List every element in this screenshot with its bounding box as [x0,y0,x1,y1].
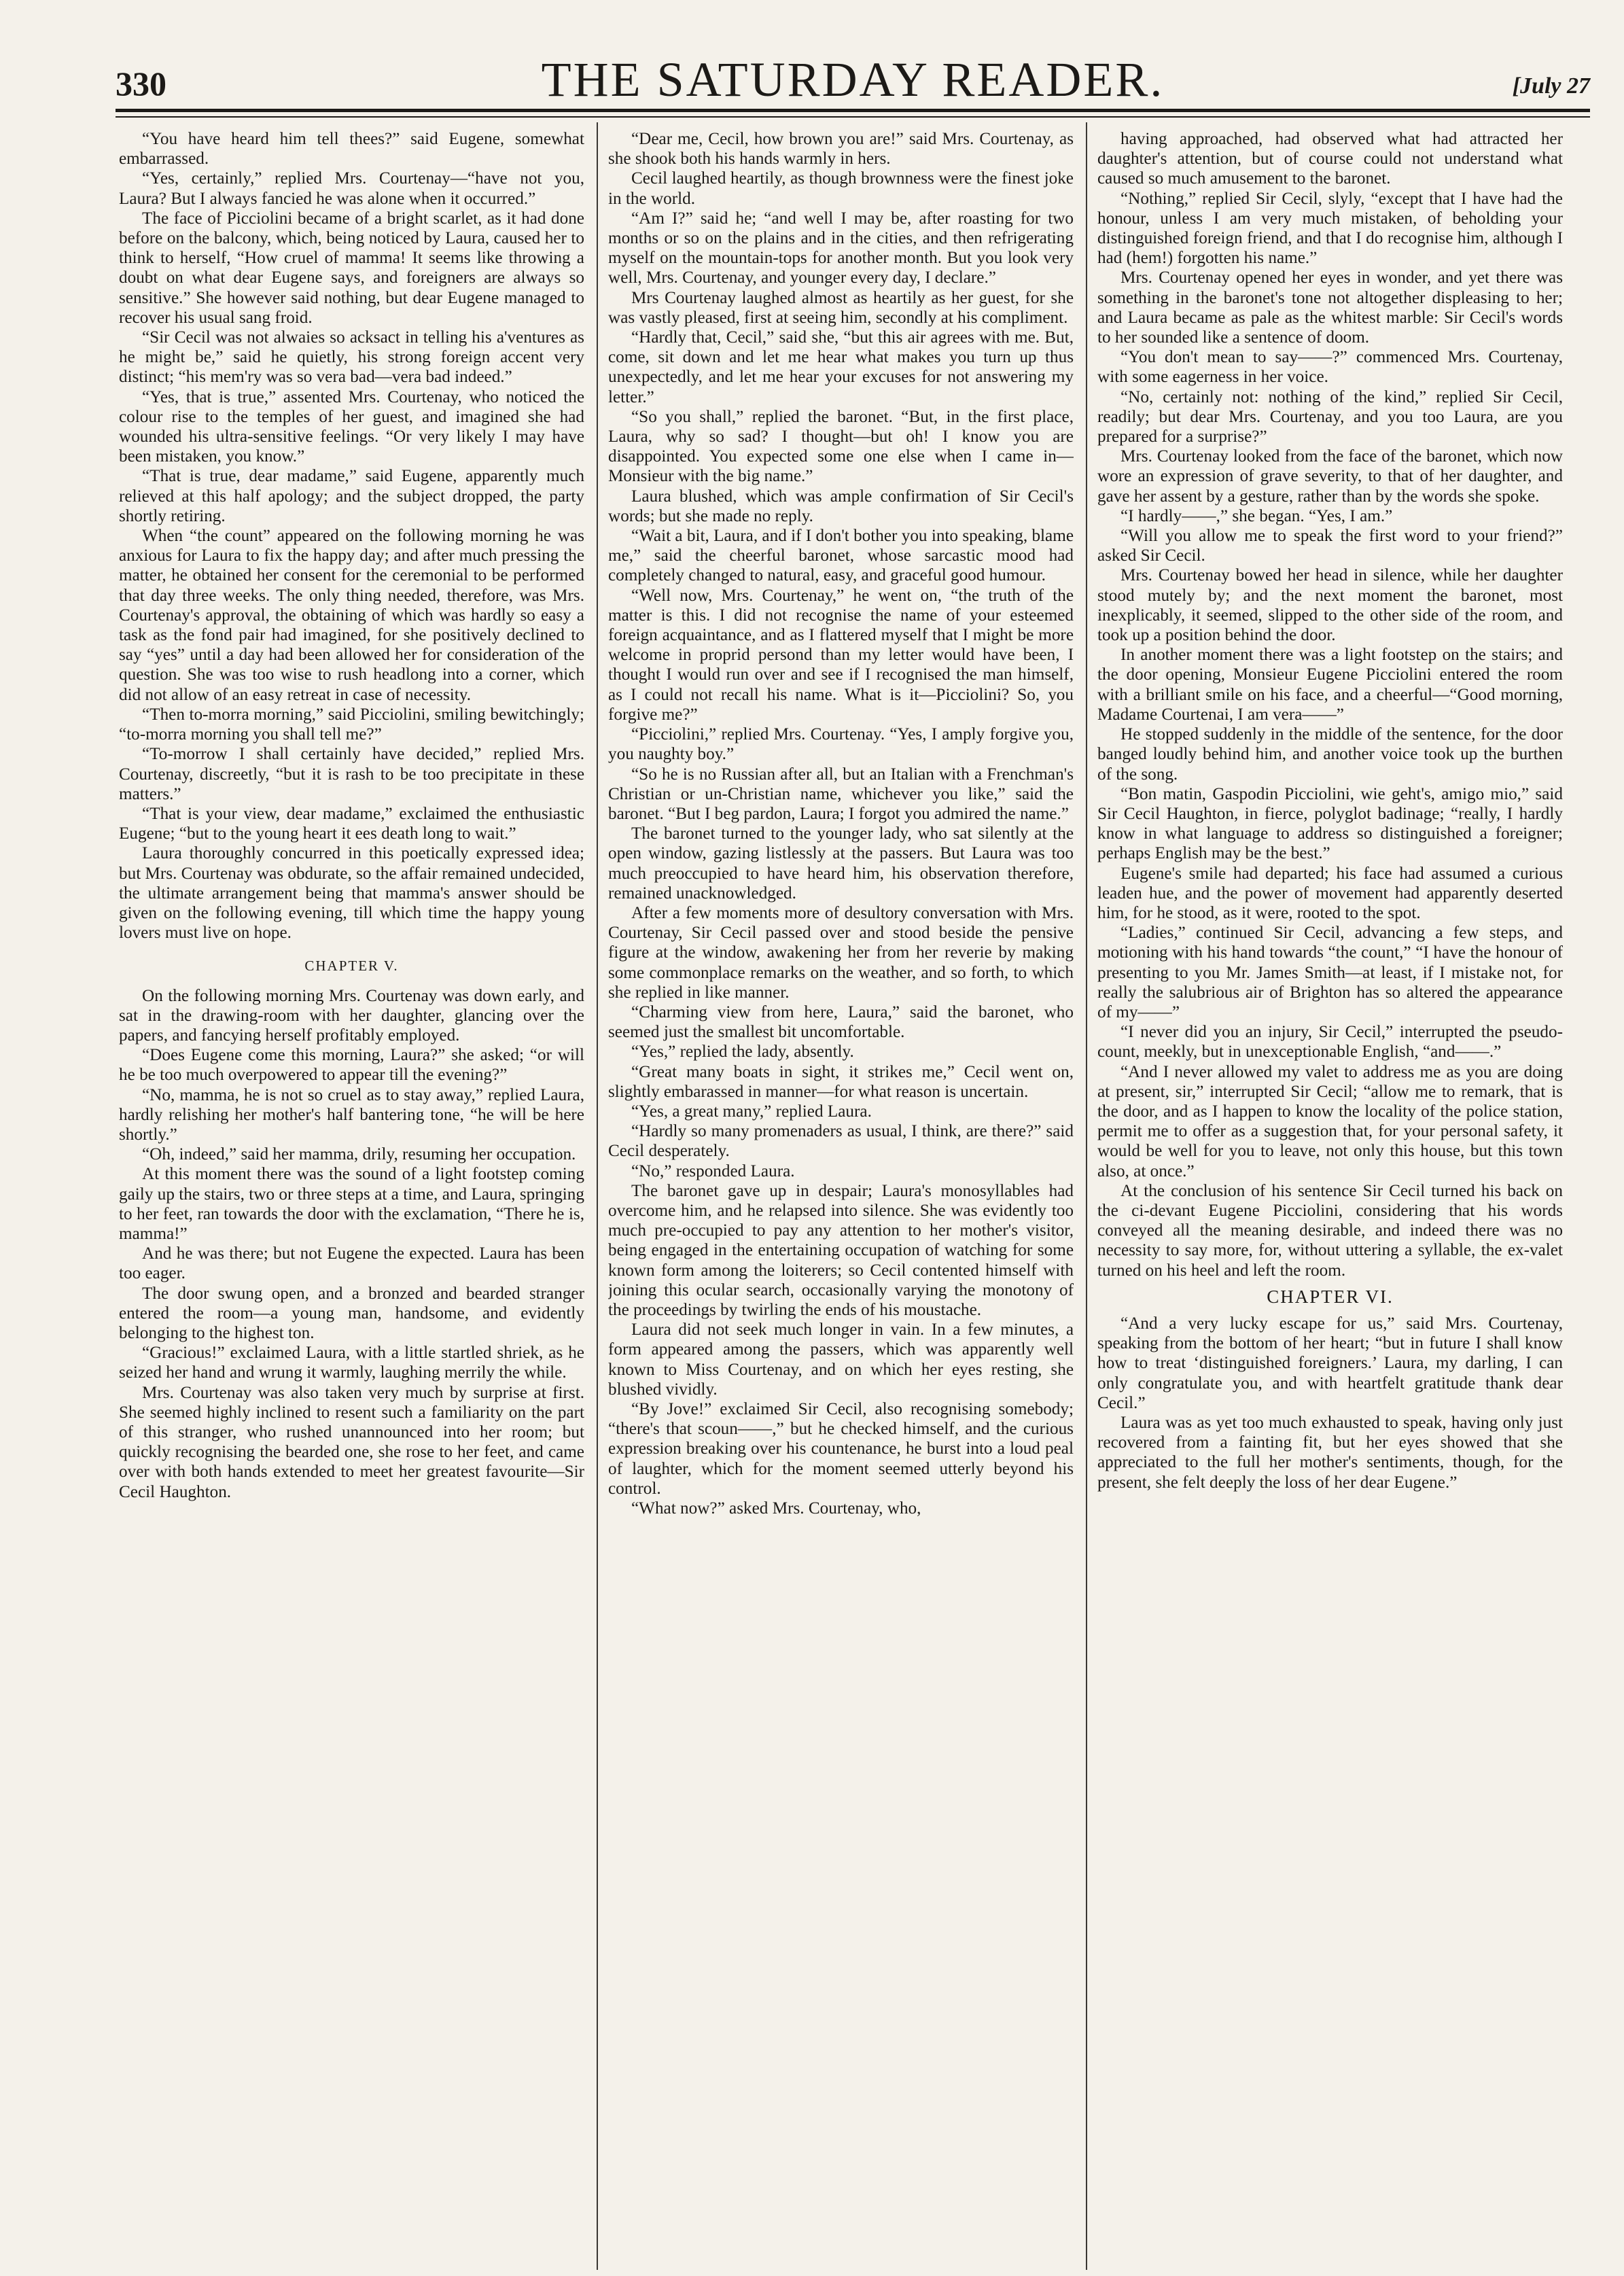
paragraph: Mrs. Courtenay bowed her head in silence, while her daughter stood mutely by; and the next moment the baronet, most inexplicably, it seemed, slipped to the other side of the room, and took up a position behind the door. [1097,566,1563,645]
paragraph: Mrs. Courtenay opened her eyes in wonder, and yet there was something in the baronet's tone not altogether displeasing to her; and Laura became as pale as the whitest marble: Sir Cecil's words to her sounded like a sentence of doom. [1097,268,1563,347]
paragraph: “Yes, certainly,” replied Mrs. Courtenay—“have not you, Laura? But I always fancied he was alone when it occurred.” [119,169,584,208]
column-2 [608,129,1074,2263]
paragraph: “Yes, that is true,” assented Mrs. Courtenay, who noticed the colour rise to the temples of her guest, and imagined she had wounded his ultra-sensitive feelings. “Or very likely I may have been mistaken, you know.” [119,387,584,466]
paragraph: “And I never allowed my valet to address me as you are doing at present, sir,” interrupted Sir Cecil; “allow me to remark, that is the door, and as I happen to know the locality of the police station, permit me to offer as a suggestion that, for your personal safety, it would be well for you to leave, not only this house, but this town also, at once.” [1097,1062,1563,1180]
paragraph: “You don't mean to say——?” commenced Mrs. Courtenay, with some eagerness in her voice. [1097,348,1563,387]
paragraph: “Hardly so many promenaders as usual, I think, are there?” said Cecil desperately. [608,1122,1074,1161]
paragraph: “That is your view, dear madame,” exclaimed the enthusiastic Eugene; “but to the young heart it ees death long to wait.” [119,804,584,843]
paragraph: “Does Eugene come this morning, Laura?” she asked; “or will he be too much overpowered to appear till the evening?” [119,1046,584,1085]
paragraph: “Am I?” said he; “and well I may be, after roasting for two months or so on the plains and in the cities, and then refrigerating myself on the mountain-tops for another month. But you look very well, Mrs. Courtenay, and younger every day, I declare.” [608,209,1074,287]
paragraph: “Gracious!” exclaimed Laura, with a little startled shriek, as he seized her hand and wrung it warmly, laughing merrily the while. [119,1344,584,1382]
paragraph: “Nothing,” replied Sir Cecil, slyly, “except that I have had the honour, unless I am very much mistaken, of beholding your distinguished foreign friend, and that I do recognise him, although I had (hem!) forgotten his name.” [1097,189,1563,268]
paragraph: Laura was as yet too much exhausted to speak, having only just recovered from a fainting fit, but her eyes showed that she appreciated to the full her mother's sentiments, though, for the present, she felt deeply the loss of her dear Eugene.” [1097,1414,1563,1492]
paragraph: The face of Picciolini became of a bright scarlet, as it had done before on the balcony, which, being noticed by Laura, caused her to think to herself, “How cruel of mamma! It seems like throwing a doubt on what dear Eugene says, and foreigners are always so sensitive.” She however said nothing, but dear Eugene managed to recover his usual sang froid. [119,209,584,327]
paragraph: At this moment there was the sound of a light footstep coming gaily up the stairs, two or three steps at a time, and Laura, springing to her feet, ran towards the door with the exclamation, “There he is, mamma!” [119,1165,584,1243]
paragraph: “Hardly that, Cecil,” said she, “but this air agrees with me. But, come, sit down and let me hear what makes you turn up thus unexpectedly, and let me hear your excuses for not answering my letter.” [608,328,1074,406]
paragraph: “I never did you an injury, Sir Cecil,” interrupted the pseudo-count, meekly, but in unexceptionable English, “and——.” [1097,1023,1563,1062]
paragraph: After a few moments more of desultory conversation with Mrs. Courtenay, Sir Cecil passed over and stood beside the pensive figure at the window, awakening her from her reverie by making some commonplace remarks on the weather, and so forth, to which she replied in like manner. [608,903,1074,1002]
paragraph: “Charming view from here, Laura,” said the baronet, who seemed just the smallest bit uncomfortable. [608,1002,1074,1042]
paragraph: “So he is no Russian after all, but an Italian with a Frenchman's Christian or un-Christian name, whichever you like,” said the baronet. “But I beg pardon, Laura; I forgot you admired the name.” [608,765,1074,823]
paragraph: At the conclusion of his sentence Sir Cecil turned his back on the ci-devant Eugene Picciolini, considering that his words conveyed all the meaning desirable, and indeed there was no necessity to say more, for, without uttering a syllable, the ex-valet turned on his heel and left the room. [1097,1181,1563,1280]
column-divider [597,122,598,2270]
paragraph: “Picciolini,” replied Mrs. Courtenay. “Yes, I amply forgive you, you naughty boy.” [608,725,1074,764]
paragraph: The baronet turned to the younger lady, who sat silently at the open window, gazing listlessly at the passers. But Laura was too much preoccupied to have heard him, his observation therefore, remained unacknowledged. [608,824,1074,903]
paragraph: “Ladies,” continued Sir Cecil, advancing a few steps, and motioning with his hand towards “the count,” “I have the honour of presenting to you Mr. James Smith—at least, if I mistake not, for really the salubrious air of Brighton has so altered the appearance of my——” [1097,924,1563,1021]
paragraph: “No, certainly not: nothing of the kind,” replied Sir Cecil, readily; but dear Mrs. Courtenay, and you too Laura, are you prepared for a surprise?” [1097,387,1563,447]
page-number: 330 [116,65,166,103]
paragraph: Mrs. Courtenay looked from the face of the baronet, which now wore an expression of grave severity, to that of her daughter, and gave her assent by a gesture, rather than by the words she spoke. [1097,447,1563,506]
masthead [116,46,1590,111]
paragraph: “Oh, indeed,” said her mamma, drily, resuming her occupation. [142,1145,576,1164]
paragraph: “Well now, Mrs. Courtenay,” he went on, “the truth of the matter is this. I did not recognise the name of your esteemed foreign acquaintance, and as I flattered myself that I might be more welcome in proprid persond than my letter would have been, I thought I would run over and see if I recognised the man himself, as I could not recall his name. What is it—Picciolini? So, you forgive me?” [608,586,1074,724]
paragraph: Laura blushed, which was ample confirmation of Sir Cecil's words; but she made no reply. [608,487,1074,525]
header-rule-thick [116,109,1590,112]
paragraph: “And a very lucky escape for us,” said Mrs. Courtenay, speaking from the bottom of her heart; “but in future I shall know how to treat ‘distinguished foreigners.’ Laura, my darling, I can only congratulate you, and with heartfelt gratitude thank dear Cecil.” [1097,1314,1563,1412]
column-1 [119,129,584,2263]
paragraph: “That is true, dear madame,” said Eugene, apparently much relieved at this half apology; and the subject dropped, the party shortly retiring. [119,467,584,525]
paragraph: “Will you allow me to speak the first word to your friend?” asked Sir Cecil. [1097,527,1563,565]
paragraph: having approached, had observed what had attracted her daughter's attention, but of course could not understand what caused so much amusement to the baronet. [1097,130,1563,188]
paragraph: “Wait a bit, Laura, and if I don't bother you into speaking, blame me,” said the cheerful baronet, whose sarcastic mood had completely changed to natural, easy, and graceful good humour. [608,527,1074,585]
paragraph: “Sir Cecil was not alwaies so acksact in telling his a'ventures as he might be,” said he quietly, his strong foreign accent very distinct; “his mem'ry was so vera bad—vera bad indeed.” [119,328,584,387]
paragraph: “Great many boats in sight, it strikes me,” Cecil went on, slightly embarassed in manner—for what reason is uncertain. [608,1062,1074,1101]
paragraph: Mrs. Courtenay was also taken very much by surprise at first. She seemed highly inclined to resent such a familiarity on the part of this stranger, who rushed unannounced into her room; but quickly recognising the bearded one, she rose to her feet, and came over with both hands extended to meet her greatest favourite—Sir Cecil Haughton. [119,1383,584,1501]
paragraph: “What now?” asked Mrs. Courtenay, who, [631,1499,921,1518]
column-3 [1097,129,1563,2263]
paragraph: Cecil laughed heartily, as though brownness were the finest joke in the world. [608,169,1074,208]
chapter-heading: CHAPTER VI. [1267,1286,1394,1307]
paragraph: “No,” responded Laura. [631,1161,795,1180]
paragraph: “Dear me, Cecil, how brown you are!” said Mrs. Courtenay, as she shook both his hands warmly in hers. [608,130,1074,169]
paragraph: “No, mamma, he is not so cruel as to stay away,” replied Laura, hardly relishing her mother's half bantering tone, “he will be here shortly.” [119,1085,584,1144]
paragraph: “Yes, a great many,” replied Laura. [631,1102,872,1121]
paragraph: “Yes,” replied the lady, absently. [631,1043,854,1062]
chapter-heading: CHAPTER V. [304,958,399,975]
paragraph: “Bon matin, Gaspodin Picciolini, wie geht's, amigo mio,” said Sir Cecil Haughton, in fierce, polyglot badinage; “really, I hardly know in what language to address so distinguished a foreigner; perhaps English may be the best.” [1097,784,1563,863]
paragraph: Laura did not seek much longer in vain. In a few minutes, a form appeared among the passers, which was apparently well known to Miss Courtenay, and on which her eyes resting, she blushed vividly. [608,1320,1074,1399]
publication-title: THE SATURDAY READER. [541,52,1165,107]
paragraph: Eugene's smile had departed; his face had assumed a curious leaden hue, and the power of movement had apparently deserted him, for he stood, as it were, rooted to the spot. [1097,864,1563,922]
paragraph: Laura thoroughly concurred in this poetically expressed idea; but Mrs. Courtenay was obdurate, so the affair remained undecided, the ultimate arrangement being that mamma's answer should be given on the following evening, till which time the happy young lovers must live on hope. [119,844,584,943]
header-rule-thin [116,116,1590,118]
paragraph: “Then to-morra morning,” said Picciolini, smiling bewitchingly; “to-morra morning you shall tell me?” [119,705,584,744]
paragraph: And he was there; but not Eugene the expected. Laura has been too eager. [119,1244,584,1283]
paragraph: He stopped suddenly in the middle of the sentence, for the door banged loudly behind him, and another voice took up the burthen of the song. [1097,725,1563,784]
column-divider [1086,122,1087,2270]
paragraph: “By Jove!” exclaimed Sir Cecil, also recognising somebody; “there's that scoun——,” but he checked himself, and the curious expression breaking over his countenance, he burst into a loud peal of laughter, which for the moment seemed utterly beyond his control. [608,1400,1074,1498]
paragraph: The door swung open, and a bronzed and bearded stranger entered the room—a young man, handsome, and evidently belonging to the highest ton. [119,1284,584,1342]
paragraph: “You have heard him tell thees?” said Eugene, somewhat embarrassed. [119,130,584,169]
paragraph: “So you shall,” replied the baronet. “But, in the first place, Laura, why so sad? I thought—but oh! I know you are disappointed. You expected some one else when I came in—Monsieur with the big name.” [608,407,1074,486]
issue-date: [July 27 [1512,73,1590,99]
paragraph: The baronet gave up in despair; Laura's monosyllables had overcome him, and he relapsed into silence. She was evidently too much pre-occupied to pay any attention to her mother's visitor, being engaged in the entertaining occupation of watching for some known form among the loiterers; so Cecil contented himself with joining this ocular search, occasionally varying the monotony of the proceedings by twirling the ends of his moustache. [608,1181,1074,1319]
paragraph: On the following morning Mrs. Courtenay was down early, and sat in the drawing-room with her daughter, glancing over the papers, and fancying herself profitably employed. [119,986,584,1045]
paragraph: “I hardly——,” she began. “Yes, I am.” [1120,506,1393,525]
paragraph: Mrs Courtenay laughed almost as heartily as her guest, for she was vastly pleased, first at seeing him, secondly at his compliment. [608,288,1074,327]
paragraph: When “the count” appeared on the following morning he was anxious for Laura to fix the happy day; and after much pressing the matter, he obtained her consent for the ceremonial to be performed that day three weeks. The only thing needed, therefore, was Mrs. Courtenay's approval, the obtaining of which was hardly so easy a task as the fond pair had imagined, for she positively declined to say “yes” until a day had been allowed her for consideration of the question. She was too wise to rush headlong into a corner, which did not allow of an easy retreat in case of necessity. [119,527,584,704]
paragraph: “To-morrow I shall certainly have decided,” replied Mrs. Courtenay, discreetly, “but it is rash to be too precipitate in these matters.” [119,745,584,803]
paragraph: In another moment there was a light footstep on the stairs; and the door opening, Monsieur Eugene Picciolini entered the room with a brilliant smile on his face, and a cheerful—“Good morning, Madame Courtenai, I am vera——” [1097,646,1563,724]
